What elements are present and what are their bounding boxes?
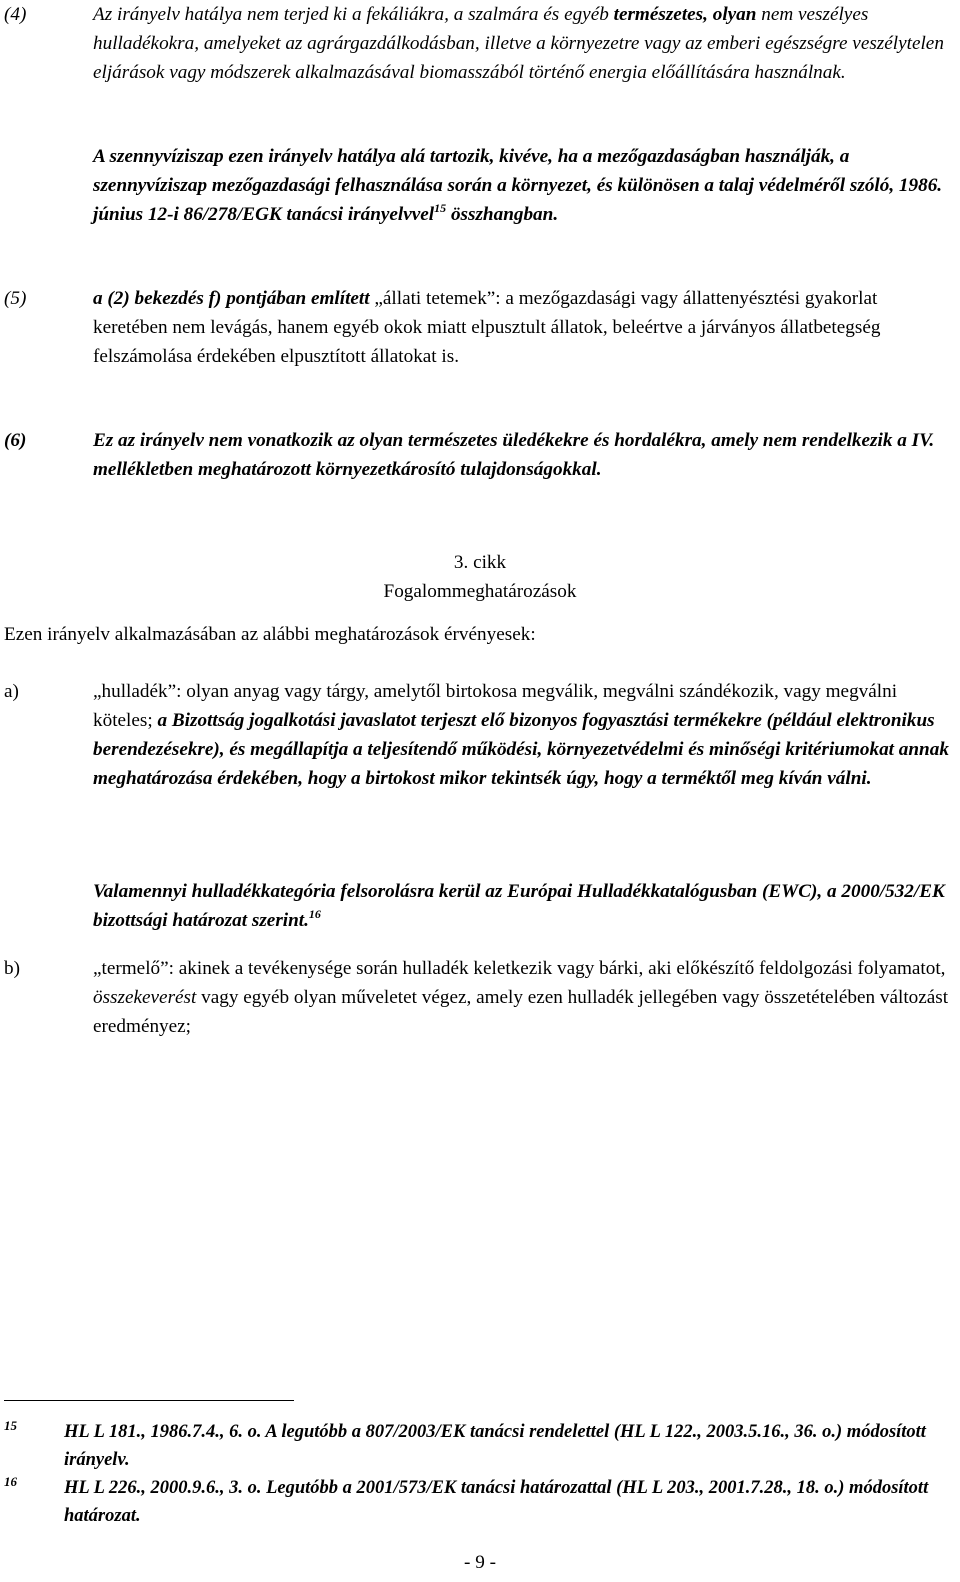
- emphasis-text: a (2) bekezdés f) pontjában említett: [93, 288, 375, 309]
- paragraph-text: [93, 284, 955, 371]
- emphasis-text: természetes, olyan: [613, 4, 757, 25]
- text-run: vagy egyéb olyan műveletet végez, amely ezen hulladék jellegében vagy összetételében változást eredményez;: [93, 987, 949, 1037]
- footnote-text: HL L 226., 2000.9.6., 3. o. Legutóbb a 2001/573/EK tanácsi határozattal (HL L 203., 2001.7.28., 18. o.) módosított határozat.: [64, 1478, 929, 1526]
- text-run: „hulladék”: olyan anyag vagy tárgy, amelytől birtokosa megválik, megválni szándékozik, vagy megválni köteles;: [93, 681, 898, 731]
- article-title: Fogalommeghatározások: [383, 581, 577, 602]
- footnote-ref-15[interactable]: 15: [434, 201, 447, 215]
- footnote-number: 16: [4, 1474, 17, 1489]
- text-run: Valamennyi hulladékkategória felsorolásra kerül az Európai Hulladékkatalógusban (EWC), a 2000/532/EK bizottsági határozat szerint.: [93, 881, 945, 931]
- paragraph-number: (4): [4, 4, 27, 25]
- page-number: - 9 -: [464, 1552, 496, 1573]
- item-text: [93, 677, 955, 793]
- footnote-separator: [4, 1400, 294, 1401]
- sludge-subparagraph: [93, 142, 955, 229]
- emphasis-text: összekeverést: [93, 987, 197, 1008]
- paragraph-number: (5): [4, 288, 27, 309]
- paragraph-text: [93, 0, 955, 87]
- text-run: nem veszélyes hulladékokra, amelyeket az agrárgazdálkodásban, illetve a környezetre vagy az emberi egészségre veszélytelen eljárások vagy módszerek alkalmazásával biomasszából történő energia előállítására használnak.: [93, 4, 944, 83]
- text-run: összhangban.: [446, 204, 559, 225]
- intro-text: Ezen irányelv alkalmazásában az alábbi meghatározások érvényesek:: [4, 624, 536, 645]
- footnote-text: HL L 181., 1986.7.4., 6. o. A legutóbb a 807/2003/EK tanácsi rendelettel (HL L 122., 2003.5.16., 36. o.) módosított irányelv.: [64, 1422, 926, 1470]
- text-run: „termelő”: akinek a tevékenysége során hulladék keletkezik vagy bárki, aki előkészítő feldolgozási folyamatot,: [93, 958, 946, 979]
- text-run: Az irányelv hatálya nem terjed ki a fekáliákra, a szalmára és egyéb: [93, 4, 614, 25]
- footnote-number: 15: [4, 1418, 17, 1433]
- item-text: [93, 954, 955, 1041]
- article-number: 3. cikk: [453, 552, 507, 573]
- footnote-ref-16[interactable]: 16: [308, 907, 321, 921]
- ewc-note: [93, 877, 955, 935]
- item-label: b): [4, 958, 20, 979]
- item-label: a): [4, 681, 19, 702]
- text-run: A szennyvíziszap ezen irányelv hatálya alá tartozik, kivéve, ha a mezőgazdaságban használják, a szennyvíziszap mezőgazdasági felhasználása során a környezet, és különösen a talaj védelméről szóló, 1986. június 12-i 86/278/EGK tanácsi irányelvvel: [93, 146, 943, 225]
- amendment-text: a Bizottság jogalkotási javaslatot terjeszt elő bizonyos fogyasztási termékekre (például elektronikus berendezésekre), és megállapítja a teljesítendő működési, környezetvédelmi és minőségi kritériumokat annak meghatározása érdekében, hogy a birtokost mikor tekintsék úgy, hogy a terméktől meg kíván válni.: [93, 710, 949, 789]
- text-run: „állati tetemek”: a mezőgazdasági vagy állattenyésztési gyakorlat keretében nem levágás, hanem egyéb okok miatt elpusztult állatok, beleértve a járványos állatbetegség felszámolása érdekében elpusztított állatokat is.: [93, 288, 881, 367]
- paragraph-number: (6): [4, 430, 27, 451]
- paragraph-text: Ez az irányelv nem vonatkozik az olyan természetes üledékekre és hordalékra, amely nem rendelkezik a IV. mellékletben meghatározott környezetkárosító tulajdonságokkal.: [93, 430, 935, 480]
